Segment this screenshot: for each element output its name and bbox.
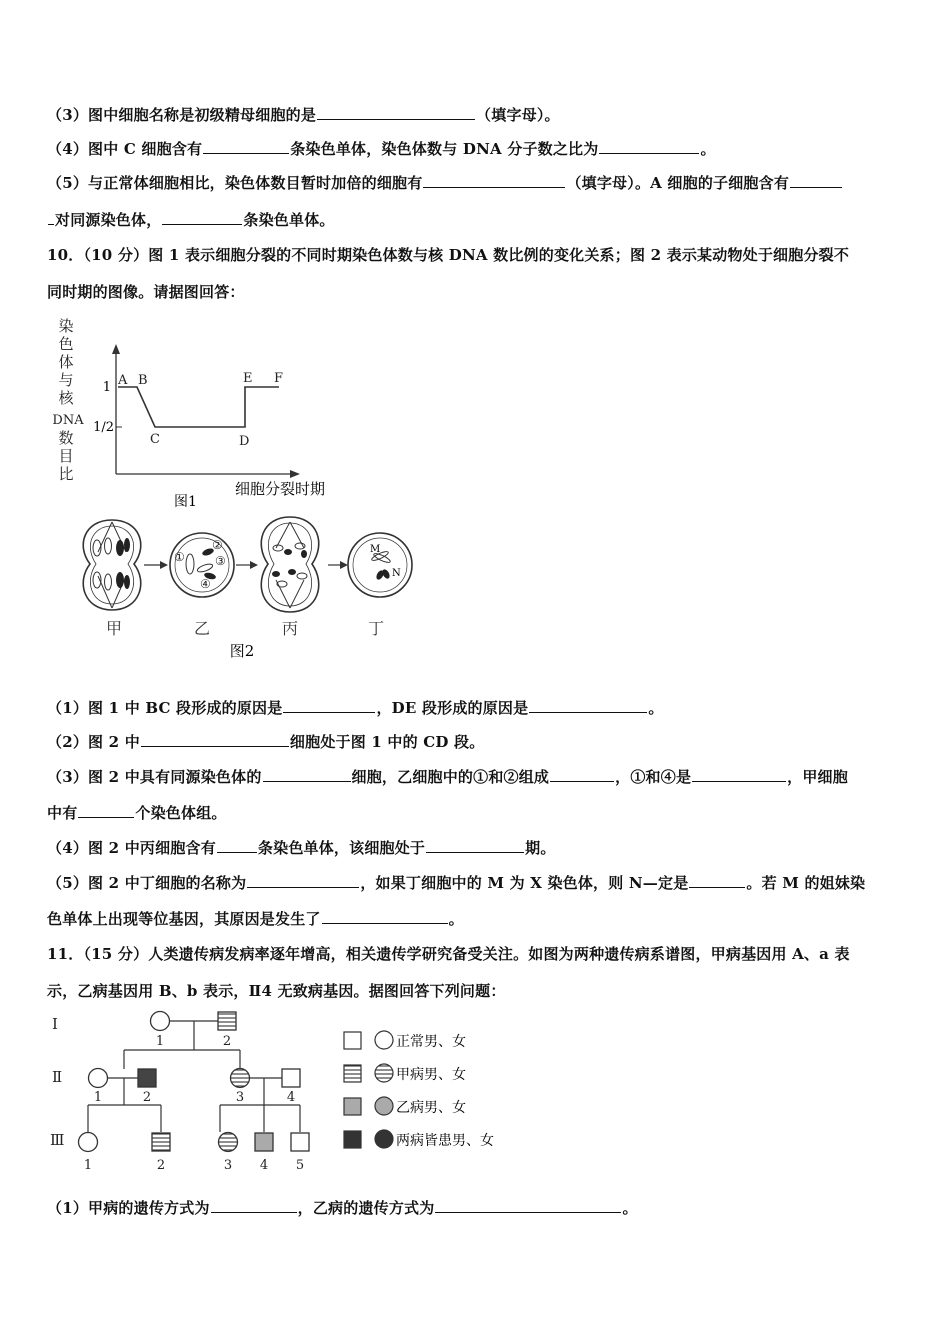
answer-blank[interactable] (141, 732, 289, 747)
answer-blank[interactable] (322, 909, 448, 924)
q9-part5: （5）与正常体细胞相比，染色体数目暂时加倍的细胞有 （填字母）。A 细胞的子细胞含有 (47, 172, 910, 193)
q11-part1: （1）甲病的遗传方式为 ，乙病的遗传方式为 。 (47, 1199, 638, 1217)
q10-part4: （4）图 2 中丙细胞含有 条染色单体，该细胞处于 期。 (47, 839, 556, 857)
q10-intro-line1: 10．（10 分）图 1 表示细胞分裂的不同时期染色体数与核 DNA 数比例的变化关系；图 2 表示某动物处于细胞分裂不 (47, 246, 850, 264)
mark-4: ④ (200, 577, 211, 591)
answer-blank[interactable] (247, 873, 359, 888)
ylabel-char: DNA (52, 413, 84, 428)
legend-female-disease-a (375, 1064, 393, 1082)
answer-blank[interactable] (283, 698, 375, 713)
figure-2-caption: 图2 (229, 642, 255, 660)
answer-blank[interactable] (211, 1198, 297, 1213)
q11-intro-line2: 示，乙病基因用 B、b 表示，Ⅱ4 无致病基因。据图回答下列问题： (47, 982, 506, 1000)
q9-part3: （3）图中细胞名称是初级精母细胞的是 （填字母）。 (47, 106, 560, 124)
answer-blank[interactable] (48, 210, 54, 225)
tick-label-1: 1 (102, 380, 111, 395)
gen2-male-both-diseases (138, 1069, 156, 1087)
q10-part5: （5）图 2 中丁细胞的名称为 ，如果丁细胞中的 M 为 X 染色体，则 N—定是 。若 M 的姐妹染 (47, 874, 866, 892)
gen3-male-disease-b (255, 1133, 273, 1151)
answer-blank[interactable] (78, 803, 134, 818)
individual-number: 1 (83, 1158, 93, 1173)
legend-male-normal (344, 1032, 361, 1049)
mark-2: ② (212, 538, 223, 552)
q10-part5-cont: 色单体上出现等位基因，其原因是发生了 。 (47, 910, 464, 928)
gen1-male-disease-a (218, 1012, 236, 1030)
individual-number: 5 (295, 1158, 305, 1173)
individual-number: 2 (222, 1034, 232, 1049)
legend-male-disease-b (344, 1098, 361, 1115)
pedigree-legend (344, 1031, 494, 1149)
x-axis-arrow (290, 470, 300, 478)
gen3-female-disease-a (219, 1133, 238, 1152)
cell-label-bing: 丙 (281, 619, 299, 638)
mark-1: ① (174, 550, 185, 564)
individual-number: 1 (155, 1034, 165, 1049)
gen1-female-normal (151, 1012, 170, 1031)
point-label-d: D (239, 434, 250, 449)
ratio-curve (118, 387, 279, 427)
gen2-male-normal (282, 1069, 300, 1087)
ylabel-char: 比 (58, 465, 74, 483)
answer-blank[interactable] (317, 105, 475, 120)
answer-blank[interactable] (203, 139, 289, 154)
individual-number: 4 (259, 1158, 269, 1173)
ylabel-char: 与 (58, 371, 74, 389)
cell-label-jia: 甲 (105, 619, 123, 638)
legend-female-both-diseases (375, 1130, 393, 1148)
pedigree-chart (44, 1008, 524, 1178)
cell-bing (261, 517, 318, 612)
q9-part5-cont: 对同源染色体， 条染色单体。 (47, 209, 910, 230)
q10-part3-cont: 中有 个染色体组。 (47, 804, 227, 822)
answer-blank[interactable] (162, 210, 242, 225)
gen2-female-disease-a (231, 1069, 250, 1088)
figure-1-xlabel: 细胞分裂时期 (235, 480, 326, 498)
cell-label-ding: 丁 (367, 619, 385, 638)
answer-blank[interactable] (689, 873, 745, 888)
ylabel-char: 核 (58, 389, 74, 407)
mark-3: ③ (215, 554, 226, 568)
ylabel-char: 色 (58, 335, 74, 353)
generation-label: Ⅰ (52, 1015, 58, 1033)
point-label-c: C (150, 432, 160, 447)
answer-blank[interactable] (263, 767, 351, 782)
mark-n: N (392, 568, 401, 579)
legend-label: 正常男、女 (396, 1034, 466, 1050)
legend-label: 甲病男、女 (396, 1067, 466, 1083)
generation-label: Ⅱ (52, 1068, 63, 1086)
figure-2-cells (70, 512, 420, 664)
answer-blank[interactable] (599, 139, 699, 154)
individual-number: 3 (235, 1090, 245, 1105)
individual-number: 2 (156, 1158, 166, 1173)
q11-intro-line1: 11．（15 分）人类遗传病发病率逐年增高，相关遗传学研究备受关注。如图为两种遗传病系谱图，甲病基因用 A、a 表 (47, 945, 850, 963)
q10-part2: （2）图 2 中 细胞处于图 1 中的 CD 段。 (47, 733, 485, 751)
legend-female-normal (375, 1031, 393, 1049)
legend-female-disease-b (375, 1097, 393, 1115)
tick-label-half: 1/2 (93, 420, 114, 435)
figure-1-caption: 图1 (174, 494, 197, 510)
q9-part4: （4）图中 C 细胞含有 条染色单体，染色体数与 DNA 分子数之比为 。 (47, 140, 716, 158)
answer-blank[interactable] (790, 173, 842, 188)
legend-label: 两病皆患男、女 (396, 1133, 494, 1149)
ylabel-char: 数 (58, 429, 74, 447)
q10-part1: （1）图 1 中 BC 段形成的原因是 ，DE 段形成的原因是 。 (47, 699, 664, 717)
gen3-male-normal (291, 1133, 309, 1151)
cell-label-yi: 乙 (193, 619, 211, 638)
point-label-b: B (138, 373, 148, 388)
generation-label: Ⅲ (50, 1131, 65, 1149)
answer-blank[interactable] (435, 1198, 621, 1213)
cell-ding (348, 533, 412, 597)
figure-1-graph (50, 316, 350, 516)
answer-blank[interactable] (529, 698, 647, 713)
point-label-e: E (243, 371, 253, 386)
individual-number: 2 (142, 1090, 152, 1105)
gen3-male-disease-a (152, 1133, 170, 1151)
ylabel-char: 体 (58, 353, 74, 371)
y-axis-arrow (112, 344, 120, 354)
q10-intro-line2: 同时期的图像。请据图回答： (47, 283, 245, 301)
curve-point-labels (117, 371, 283, 449)
cell-jia (83, 520, 140, 610)
q10-part3: （3）图 2 中具有同源染色体的 细胞，乙细胞中的①和②组成 ，①和④是 ，甲细胞 (47, 768, 848, 786)
point-label-a: A (118, 373, 128, 388)
individual-number: 3 (223, 1158, 233, 1173)
answer-blank[interactable] (217, 838, 257, 853)
individual-number: 1 (93, 1090, 103, 1105)
legend-label: 乙病男、女 (396, 1100, 466, 1116)
legend-male-disease-a (344, 1065, 361, 1082)
point-label-f: F (274, 371, 284, 386)
answer-blank[interactable] (426, 838, 524, 853)
figure-1-ylabel (52, 317, 84, 483)
ylabel-char: 染 (58, 317, 74, 335)
ylabel-char: 目 (58, 447, 74, 465)
answer-blank[interactable] (550, 767, 614, 782)
legend-male-both-diseases (344, 1131, 361, 1148)
individual-number: 4 (286, 1090, 296, 1105)
answer-blank[interactable] (692, 767, 786, 782)
answer-blank[interactable] (423, 173, 565, 188)
cell-yi (170, 533, 234, 597)
mark-m: M (370, 544, 381, 555)
gen3-female-normal (79, 1133, 98, 1152)
gen2-female-normal (89, 1069, 108, 1088)
